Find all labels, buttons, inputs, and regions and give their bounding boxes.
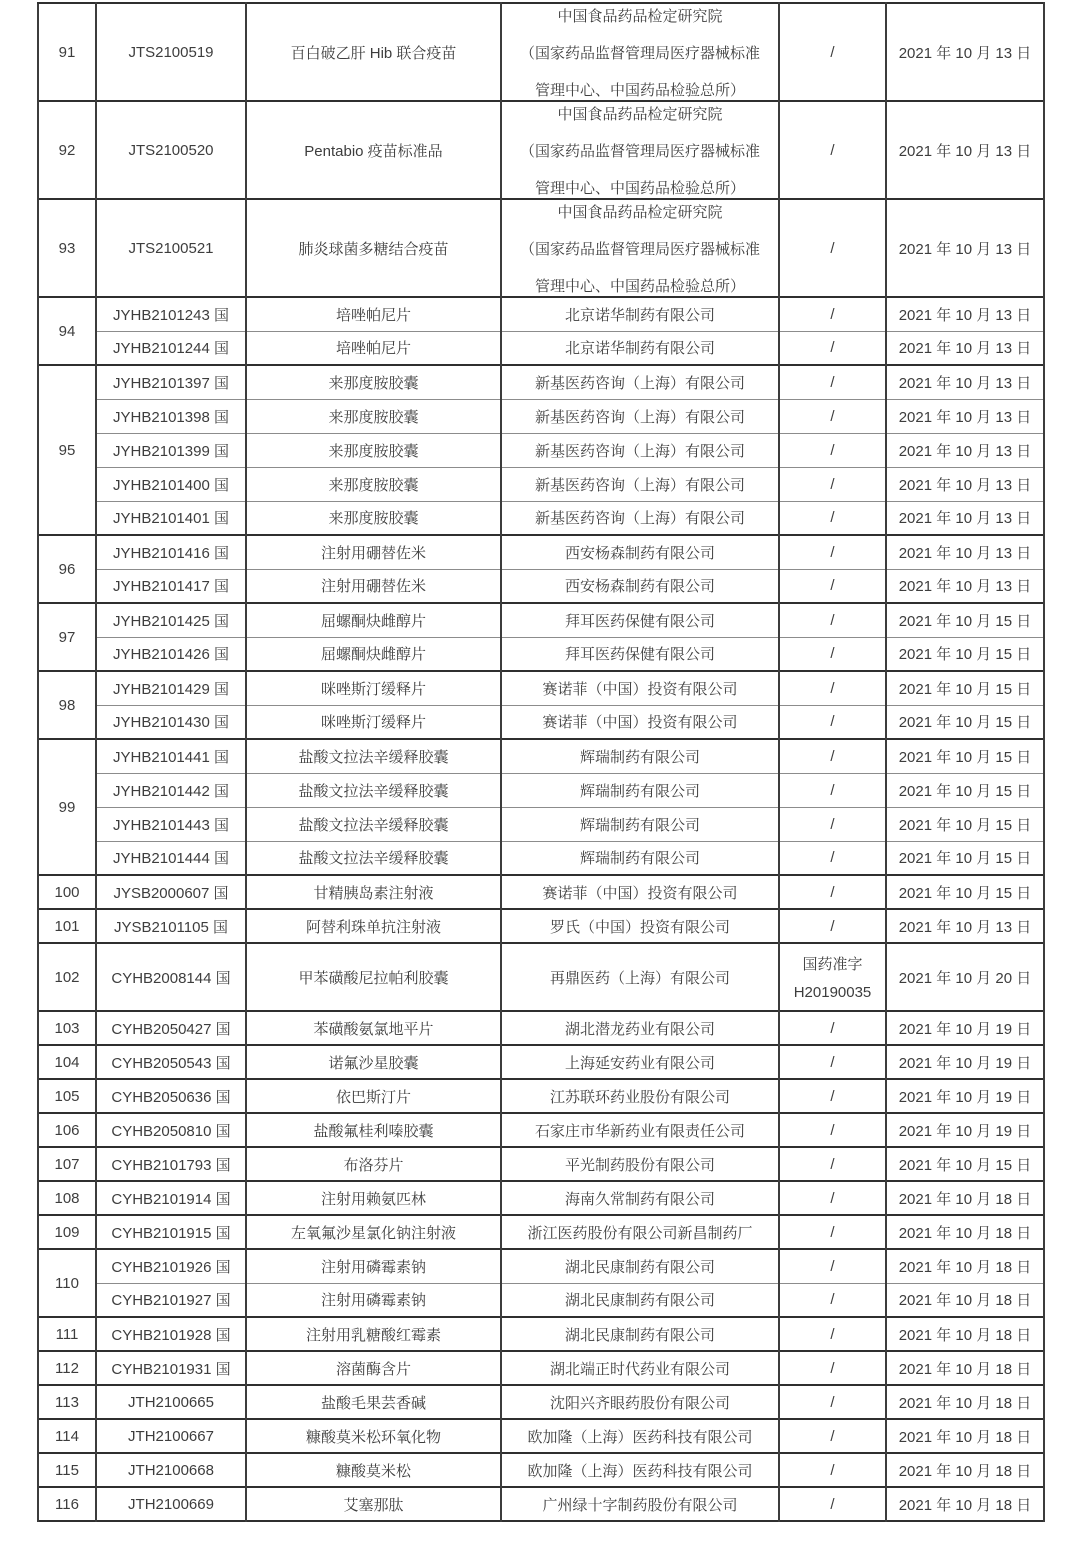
table-row: [38, 943, 1044, 1011]
company-cell: 湖北潜龙药业有限公司: [501, 1011, 779, 1045]
multiline-text: [504, 5, 776, 100]
company-cell: 辉瑞制药有限公司: [501, 773, 779, 807]
acceptance-number-cell: CYHB2050810 国: [96, 1113, 246, 1147]
drug-name-cell: 左氧氟沙星氯化钠注射液: [246, 1215, 501, 1249]
company-cell: 新基医药咨询（上海）有限公司: [501, 501, 779, 535]
drug-name-cell: 来那度胺胶囊: [246, 433, 501, 467]
multiline-text: [504, 103, 776, 198]
company-cell: [501, 101, 779, 199]
decision-date-cell: 2021 年 10 月 18 日: [886, 1453, 1044, 1487]
approval-number-cell: /: [779, 875, 886, 909]
decision-date-cell: 2021 年 10 月 13 日: [886, 535, 1044, 569]
decision-date-cell: 2021 年 10 月 13 日: [886, 433, 1044, 467]
approval-number-cell: /: [779, 637, 886, 671]
decision-date-cell: 2021 年 10 月 13 日: [886, 199, 1044, 297]
decision-date-cell: 2021 年 10 月 15 日: [886, 739, 1044, 773]
row-number-cell: 111: [38, 1317, 96, 1351]
drug-name-cell: 培唑帕尼片: [246, 297, 501, 331]
drug-name-cell: 咪唑斯汀缓释片: [246, 705, 501, 739]
approval-number-cell: /: [779, 399, 886, 433]
drug-name-cell: 溶菌酶含片: [246, 1351, 501, 1385]
decision-date-cell: 2021 年 10 月 13 日: [886, 3, 1044, 101]
approval-number-cell: /: [779, 1079, 886, 1113]
acceptance-number-cell: JTH2100667: [96, 1419, 246, 1453]
row-number-cell: 99: [38, 739, 96, 875]
acceptance-number-cell: CYHB2101914 国: [96, 1181, 246, 1215]
drug-name-cell: Pentabio 疫苗标准品: [246, 101, 501, 199]
company-cell: 湖北民康制药有限公司: [501, 1249, 779, 1283]
decision-date-cell: 2021 年 10 月 15 日: [886, 807, 1044, 841]
row-number-cell: 100: [38, 875, 96, 909]
drug-name-cell: 盐酸文拉法辛缓释胶囊: [246, 807, 501, 841]
decision-date-cell: 2021 年 10 月 15 日: [886, 603, 1044, 637]
approval-number-cell: /: [779, 1487, 886, 1521]
approval-number-cell: /: [779, 535, 886, 569]
table-row: [38, 1453, 1044, 1487]
acceptance-number-cell: JTS2100519: [96, 3, 246, 101]
drug-name-cell: 阿替利珠单抗注射液: [246, 909, 501, 943]
acceptance-number-cell: JYHB2101417 国: [96, 569, 246, 603]
company-cell: 欧加隆（上海）医药科技有限公司: [501, 1453, 779, 1487]
drug-name-cell: 诺氟沙星胶囊: [246, 1045, 501, 1079]
row-number-cell: 91: [38, 3, 96, 101]
company-cell: 赛诺菲（中国）投资有限公司: [501, 875, 779, 909]
text-line: 国药准字: [802, 956, 863, 973]
drug-name-cell: 依巴斯汀片: [246, 1079, 501, 1113]
drug-name-cell: 注射用赖氨匹林: [246, 1181, 501, 1215]
drug-name-cell: 甲苯磺酸尼拉帕利胶囊: [246, 943, 501, 1011]
decision-date-cell: 2021 年 10 月 13 日: [886, 297, 1044, 331]
decision-date-cell: 2021 年 10 月 15 日: [886, 875, 1044, 909]
decision-date-cell: 2021 年 10 月 15 日: [886, 773, 1044, 807]
multiline-text: [504, 201, 776, 296]
table-row: [38, 1283, 1044, 1317]
drug-name-cell: 屈螺酮炔雌醇片: [246, 603, 501, 637]
decision-date-cell: 2021 年 10 月 15 日: [886, 671, 1044, 705]
company-cell: 辉瑞制药有限公司: [501, 739, 779, 773]
text-line: （国家药品监督管理局医疗器械标准: [519, 240, 760, 258]
text-line: H20190035: [793, 984, 872, 1001]
drug-name-cell: 注射用硼替佐米: [246, 569, 501, 603]
company-cell: 平光制药股份有限公司: [501, 1147, 779, 1181]
approval-number-cell: /: [779, 3, 886, 101]
row-number-cell: 106: [38, 1113, 96, 1147]
drug-approval-table: [37, 2, 1045, 1522]
acceptance-number-cell: CYHB2050427 国: [96, 1011, 246, 1045]
decision-date-cell: 2021 年 10 月 15 日: [886, 841, 1044, 875]
acceptance-number-cell: JYHB2101444 国: [96, 841, 246, 875]
approval-number-cell: /: [779, 1113, 886, 1147]
acceptance-number-cell: JYHB2101416 国: [96, 535, 246, 569]
acceptance-number-cell: JTH2100669: [96, 1487, 246, 1521]
table-row: [38, 773, 1044, 807]
acceptance-number-cell: JYSB2000607 国: [96, 875, 246, 909]
approval-number-cell: [779, 943, 886, 1011]
acceptance-number-cell: JYHB2101244 国: [96, 331, 246, 365]
decision-date-cell: 2021 年 10 月 13 日: [886, 331, 1044, 365]
acceptance-number-cell: CYHB2101931 国: [96, 1351, 246, 1385]
company-cell: 拜耳医药保健有限公司: [501, 603, 779, 637]
approval-number-cell: /: [779, 1317, 886, 1351]
drug-name-cell: 艾塞那肽: [246, 1487, 501, 1521]
company-cell: 罗氏（中国）投资有限公司: [501, 909, 779, 943]
table-row: [38, 875, 1044, 909]
approval-number-cell: /: [779, 807, 886, 841]
approval-number-cell: /: [779, 331, 886, 365]
multiline-text: [782, 953, 883, 1001]
decision-date-cell: 2021 年 10 月 18 日: [886, 1419, 1044, 1453]
approval-number-cell: /: [779, 501, 886, 535]
decision-date-cell: 2021 年 10 月 13 日: [886, 101, 1044, 199]
acceptance-number-cell: JYHB2101430 国: [96, 705, 246, 739]
row-number-cell: 93: [38, 199, 96, 297]
drug-name-cell: 来那度胺胶囊: [246, 399, 501, 433]
decision-date-cell: 2021 年 10 月 18 日: [886, 1283, 1044, 1317]
row-number-cell: 105: [38, 1079, 96, 1113]
row-number-cell: 107: [38, 1147, 96, 1181]
approval-number-cell: /: [779, 433, 886, 467]
decision-date-cell: 2021 年 10 月 18 日: [886, 1351, 1044, 1385]
table-row: [38, 365, 1044, 399]
decision-date-cell: 2021 年 10 月 13 日: [886, 467, 1044, 501]
text-line: 管理中心、中国药品检验总所）: [534, 81, 745, 99]
row-number-cell: 94: [38, 297, 96, 365]
company-cell: 赛诺菲（中国）投资有限公司: [501, 671, 779, 705]
company-cell: 广州绿十字制药股份有限公司: [501, 1487, 779, 1521]
company-cell: 浙江医药股份有限公司新昌制药厂: [501, 1215, 779, 1249]
decision-date-cell: 2021 年 10 月 18 日: [886, 1215, 1044, 1249]
table-row: [38, 1147, 1044, 1181]
table-row: [38, 1215, 1044, 1249]
table-row: [38, 1351, 1044, 1385]
decision-date-cell: 2021 年 10 月 19 日: [886, 1011, 1044, 1045]
acceptance-number-cell: JYHB2101401 国: [96, 501, 246, 535]
drug-name-cell: 盐酸毛果芸香碱: [246, 1385, 501, 1419]
drug-name-cell: 屈螺酮炔雌醇片: [246, 637, 501, 671]
text-line: 中国食品药品检定研究院: [557, 7, 723, 25]
acceptance-number-cell: CYHB2050636 国: [96, 1079, 246, 1113]
table-row: [38, 501, 1044, 535]
table-row: [38, 603, 1044, 637]
company-cell: 北京诺华制药有限公司: [501, 297, 779, 331]
drug-name-cell: 百白破乙肝 Hib 联合疫苗: [246, 3, 501, 101]
acceptance-number-cell: JTS2100520: [96, 101, 246, 199]
company-cell: 新基医药咨询（上海）有限公司: [501, 399, 779, 433]
row-number-cell: 108: [38, 1181, 96, 1215]
acceptance-number-cell: JTH2100668: [96, 1453, 246, 1487]
acceptance-number-cell: JTS2100521: [96, 199, 246, 297]
row-number-cell: 113: [38, 1385, 96, 1419]
acceptance-number-cell: JYHB2101441 国: [96, 739, 246, 773]
decision-date-cell: 2021 年 10 月 18 日: [886, 1317, 1044, 1351]
table-row: [38, 909, 1044, 943]
approval-number-cell: /: [779, 365, 886, 399]
drug-name-cell: 来那度胺胶囊: [246, 501, 501, 535]
approval-number-cell: /: [779, 1419, 886, 1453]
table-row: [38, 101, 1044, 199]
table-row: [38, 1487, 1044, 1521]
row-number-cell: 104: [38, 1045, 96, 1079]
company-cell: [501, 199, 779, 297]
row-number-cell: 102: [38, 943, 96, 1011]
company-cell: 西安杨森制药有限公司: [501, 535, 779, 569]
approval-number-cell: /: [779, 1283, 886, 1317]
row-number-cell: 95: [38, 365, 96, 535]
acceptance-number-cell: JYHB2101442 国: [96, 773, 246, 807]
drug-name-cell: 糠酸莫米松环氧化物: [246, 1419, 501, 1453]
approval-number-cell: /: [779, 909, 886, 943]
row-number-cell: 114: [38, 1419, 96, 1453]
text-line: 管理中心、中国药品检验总所）: [534, 277, 745, 295]
approval-number-cell: /: [779, 1249, 886, 1283]
decision-date-cell: 2021 年 10 月 13 日: [886, 365, 1044, 399]
drug-name-cell: 苯磺酸氨氯地平片: [246, 1011, 501, 1045]
table-row: [38, 1079, 1044, 1113]
acceptance-number-cell: JYHB2101429 国: [96, 671, 246, 705]
approval-number-cell: /: [779, 467, 886, 501]
decision-date-cell: 2021 年 10 月 18 日: [886, 1487, 1044, 1521]
drug-name-cell: 盐酸文拉法辛缓释胶囊: [246, 773, 501, 807]
drug-name-cell: 咪唑斯汀缓释片: [246, 671, 501, 705]
table-row: [38, 1385, 1044, 1419]
table-row: [38, 1419, 1044, 1453]
decision-date-cell: 2021 年 10 月 15 日: [886, 637, 1044, 671]
row-number-cell: 92: [38, 101, 96, 199]
drug-name-cell: 注射用磷霉素钠: [246, 1249, 501, 1283]
company-cell: 再鼎医药（上海）有限公司: [501, 943, 779, 1011]
approval-number-cell: /: [779, 1453, 886, 1487]
decision-date-cell: 2021 年 10 月 18 日: [886, 1249, 1044, 1283]
approval-number-cell: /: [779, 1215, 886, 1249]
approval-number-cell: /: [779, 199, 886, 297]
approval-number-cell: /: [779, 1045, 886, 1079]
approval-number-cell: /: [779, 705, 886, 739]
acceptance-number-cell: CYHB2101927 国: [96, 1283, 246, 1317]
approval-number-cell: /: [779, 101, 886, 199]
row-number-cell: 98: [38, 671, 96, 739]
table-row: [38, 1045, 1044, 1079]
acceptance-number-cell: JYSB2101105 国: [96, 909, 246, 943]
table-row: [38, 1317, 1044, 1351]
decision-date-cell: 2021 年 10 月 18 日: [886, 1181, 1044, 1215]
company-cell: 西安杨森制药有限公司: [501, 569, 779, 603]
row-number-cell: 103: [38, 1011, 96, 1045]
company-cell: 石家庄市华新药业有限责任公司: [501, 1113, 779, 1147]
acceptance-number-cell: JYHB2101425 国: [96, 603, 246, 637]
decision-date-cell: 2021 年 10 月 13 日: [886, 399, 1044, 433]
table-row: [38, 841, 1044, 875]
drug-name-cell: 盐酸文拉法辛缓释胶囊: [246, 841, 501, 875]
acceptance-number-cell: JYHB2101243 国: [96, 297, 246, 331]
company-cell: [501, 3, 779, 101]
company-cell: 湖北端正时代药业有限公司: [501, 1351, 779, 1385]
decision-date-cell: 2021 年 10 月 15 日: [886, 705, 1044, 739]
text-line: 中国食品药品检定研究院: [557, 203, 723, 221]
text-line: （国家药品监督管理局医疗器械标准: [519, 44, 760, 62]
table-row: [38, 399, 1044, 433]
approval-number-cell: /: [779, 671, 886, 705]
decision-date-cell: 2021 年 10 月 20 日: [886, 943, 1044, 1011]
table-row: [38, 199, 1044, 297]
acceptance-number-cell: CYHB2008144 国: [96, 943, 246, 1011]
approval-number-cell: /: [779, 841, 886, 875]
row-number-cell: 101: [38, 909, 96, 943]
approval-number-cell: /: [779, 569, 886, 603]
acceptance-number-cell: CYHB2101926 国: [96, 1249, 246, 1283]
table-row: [38, 807, 1044, 841]
table-body: [38, 3, 1044, 1521]
table-row: [38, 1113, 1044, 1147]
approval-number-cell: /: [779, 739, 886, 773]
approval-number-cell: /: [779, 1147, 886, 1181]
table-row: [38, 705, 1044, 739]
company-cell: 辉瑞制药有限公司: [501, 807, 779, 841]
table-row: [38, 535, 1044, 569]
company-cell: 湖北民康制药有限公司: [501, 1283, 779, 1317]
acceptance-number-cell: JYHB2101398 国: [96, 399, 246, 433]
approval-number-cell: /: [779, 1385, 886, 1419]
acceptance-number-cell: JYHB2101443 国: [96, 807, 246, 841]
decision-date-cell: 2021 年 10 月 13 日: [886, 909, 1044, 943]
acceptance-number-cell: CYHB2050543 国: [96, 1045, 246, 1079]
text-line: 管理中心、中国药品检验总所）: [534, 179, 745, 197]
drug-name-cell: 甘精胰岛素注射液: [246, 875, 501, 909]
company-cell: 欧加隆（上海）医药科技有限公司: [501, 1419, 779, 1453]
acceptance-number-cell: CYHB2101793 国: [96, 1147, 246, 1181]
approval-number-cell: /: [779, 1181, 886, 1215]
table-row: [38, 331, 1044, 365]
company-cell: 江苏联环药业股份有限公司: [501, 1079, 779, 1113]
company-cell: 赛诺菲（中国）投资有限公司: [501, 705, 779, 739]
acceptance-number-cell: JYHB2101397 国: [96, 365, 246, 399]
table-row: [38, 3, 1044, 101]
approval-number-cell: /: [779, 1011, 886, 1045]
acceptance-number-cell: JYHB2101399 国: [96, 433, 246, 467]
text-line: 中国食品药品检定研究院: [557, 105, 723, 123]
drug-name-cell: 来那度胺胶囊: [246, 365, 501, 399]
decision-date-cell: 2021 年 10 月 13 日: [886, 501, 1044, 535]
company-cell: 新基医药咨询（上海）有限公司: [501, 433, 779, 467]
drug-name-cell: 布洛芬片: [246, 1147, 501, 1181]
drug-name-cell: 肺炎球菌多糖结合疫苗: [246, 199, 501, 297]
company-cell: 辉瑞制药有限公司: [501, 841, 779, 875]
approval-number-cell: /: [779, 1351, 886, 1385]
drug-name-cell: 注射用硼替佐米: [246, 535, 501, 569]
drug-name-cell: 盐酸氟桂利嗪胶囊: [246, 1113, 501, 1147]
approval-number-cell: /: [779, 297, 886, 331]
row-number-cell: 109: [38, 1215, 96, 1249]
decision-date-cell: 2021 年 10 月 19 日: [886, 1045, 1044, 1079]
drug-name-cell: 注射用磷霉素钠: [246, 1283, 501, 1317]
decision-date-cell: 2021 年 10 月 19 日: [886, 1113, 1044, 1147]
text-line: （国家药品监督管理局医疗器械标准: [519, 142, 760, 160]
table-row: [38, 739, 1044, 773]
drug-name-cell: 盐酸文拉法辛缓释胶囊: [246, 739, 501, 773]
approval-number-cell: /: [779, 773, 886, 807]
decision-date-cell: 2021 年 10 月 15 日: [886, 1147, 1044, 1181]
row-number-cell: 112: [38, 1351, 96, 1385]
table-row: [38, 671, 1044, 705]
decision-date-cell: 2021 年 10 月 18 日: [886, 1385, 1044, 1419]
table-row: [38, 433, 1044, 467]
acceptance-number-cell: CYHB2101915 国: [96, 1215, 246, 1249]
decision-date-cell: 2021 年 10 月 13 日: [886, 569, 1044, 603]
table-row: [38, 467, 1044, 501]
table-row: [38, 1011, 1044, 1045]
company-cell: 新基医药咨询（上海）有限公司: [501, 365, 779, 399]
row-number-cell: 96: [38, 535, 96, 603]
drug-name-cell: 来那度胺胶囊: [246, 467, 501, 501]
acceptance-number-cell: JYHB2101400 国: [96, 467, 246, 501]
row-number-cell: 110: [38, 1249, 96, 1317]
drug-name-cell: 注射用乳糖酸红霉素: [246, 1317, 501, 1351]
table-row: [38, 297, 1044, 331]
acceptance-number-cell: JYHB2101426 国: [96, 637, 246, 671]
decision-date-cell: 2021 年 10 月 19 日: [886, 1079, 1044, 1113]
company-cell: 沈阳兴齐眼药股份有限公司: [501, 1385, 779, 1419]
table-row: [38, 1181, 1044, 1215]
drug-name-cell: 培唑帕尼片: [246, 331, 501, 365]
acceptance-number-cell: CYHB2101928 国: [96, 1317, 246, 1351]
drug-name-cell: 糠酸莫米松: [246, 1453, 501, 1487]
company-cell: 新基医药咨询（上海）有限公司: [501, 467, 779, 501]
table-row: [38, 569, 1044, 603]
company-cell: 上海延安药业有限公司: [501, 1045, 779, 1079]
company-cell: 北京诺华制药有限公司: [501, 331, 779, 365]
company-cell: 海南久常制药有限公司: [501, 1181, 779, 1215]
row-number-cell: 116: [38, 1487, 96, 1521]
row-number-cell: 115: [38, 1453, 96, 1487]
company-cell: 拜耳医药保健有限公司: [501, 637, 779, 671]
table-row: [38, 637, 1044, 671]
row-number-cell: 97: [38, 603, 96, 671]
acceptance-number-cell: JTH2100665: [96, 1385, 246, 1419]
company-cell: 湖北民康制药有限公司: [501, 1317, 779, 1351]
table-row: [38, 1249, 1044, 1283]
approval-number-cell: /: [779, 603, 886, 637]
